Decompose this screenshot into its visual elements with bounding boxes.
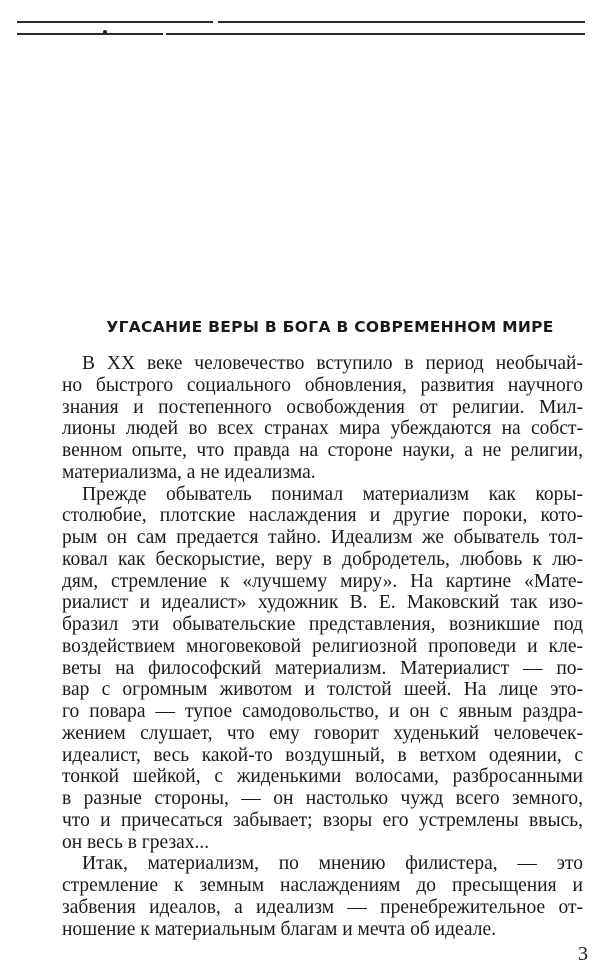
text-line: ношение к материальным благам и мечта об идеале. — [62, 918, 497, 940]
header-rule-bottom-right — [166, 33, 585, 35]
text-line: столюбие, плотские наслаждения и другие пороки, кото- — [62, 505, 583, 527]
text-line: рым он сам предается тайно. Идеализм же обыватель тол- — [62, 527, 583, 548]
text-line: дям, стремление к «лучшему миру». На картине «Мате- — [62, 570, 583, 592]
text-line: знания и постепенного освобождения от религии. Мил- — [62, 396, 583, 418]
text-line: что и причесаться забывает; взоры его устремлены ввысь, — [62, 809, 583, 831]
text-line: жением слушает, что ему говорит худенький человечек- — [62, 722, 583, 744]
header-rule-top-left — [17, 21, 213, 23]
text-line: ковал как бескорыстие, веру в добродетель, любовь к лю- — [62, 548, 583, 570]
text-line: лионы людей во всех странах мира убеждаются на собст- — [62, 418, 583, 440]
chapter-heading: УГАСАНИЕ ВЕРЫ В БОГА В СОВРЕМЕННОМ МИРЕ — [106, 318, 554, 336]
text-line: риалист и идеалист» художник В. Е. Маковский так изо- — [62, 592, 583, 614]
text-line: вар с огромным животом и толстой шеей. На лице это- — [62, 679, 583, 701]
text-line: стремление к земным наслаждениям до пресыщения и — [62, 875, 583, 896]
text-line: венном опыте, что правда на стороне науки, а не религии, — [62, 440, 583, 461]
text-line: Итак, материализм, по мнению филистера, — это — [82, 853, 583, 875]
text-line: он весь в грезах... — [62, 831, 210, 853]
text-line: бразил эти обывательские представления, возникшие под — [62, 614, 583, 635]
text-line: идеалист, весь какой-то воздушный, в ветхом одеянии, с — [62, 744, 583, 766]
text-line: веты на философский материализм. Материалист — по- — [62, 657, 583, 679]
text-line: материализма, а не идеализма. — [62, 461, 316, 483]
text-line: тонкой шейкой, с жиденькими волосами, разбросанными — [62, 766, 583, 788]
page-number: 3 — [578, 943, 588, 965]
text-line: но быстрого социального обновления, развития научного — [62, 374, 583, 396]
text-line: Прежде обыватель понимал материализм как коры- — [82, 483, 583, 505]
header-rule-bottom-left — [17, 33, 163, 35]
text-line: В XX веке человечество вступило в период необычай- — [82, 353, 583, 374]
ornament-dot — [103, 30, 107, 34]
body-text — [62, 353, 583, 940]
header-rule-top-right — [218, 21, 585, 23]
text-line: забвения идеалов, а идеализм — пренебрежительное от- — [62, 896, 583, 918]
text-line: в разные стороны, — он настолько чужд всего земного, — [62, 788, 583, 809]
text-line: го повара — тупое самодовольство, и он с явным раздра- — [62, 701, 583, 722]
text-line: воздействием многовековой религиозной проповеди и кле- — [62, 635, 583, 657]
